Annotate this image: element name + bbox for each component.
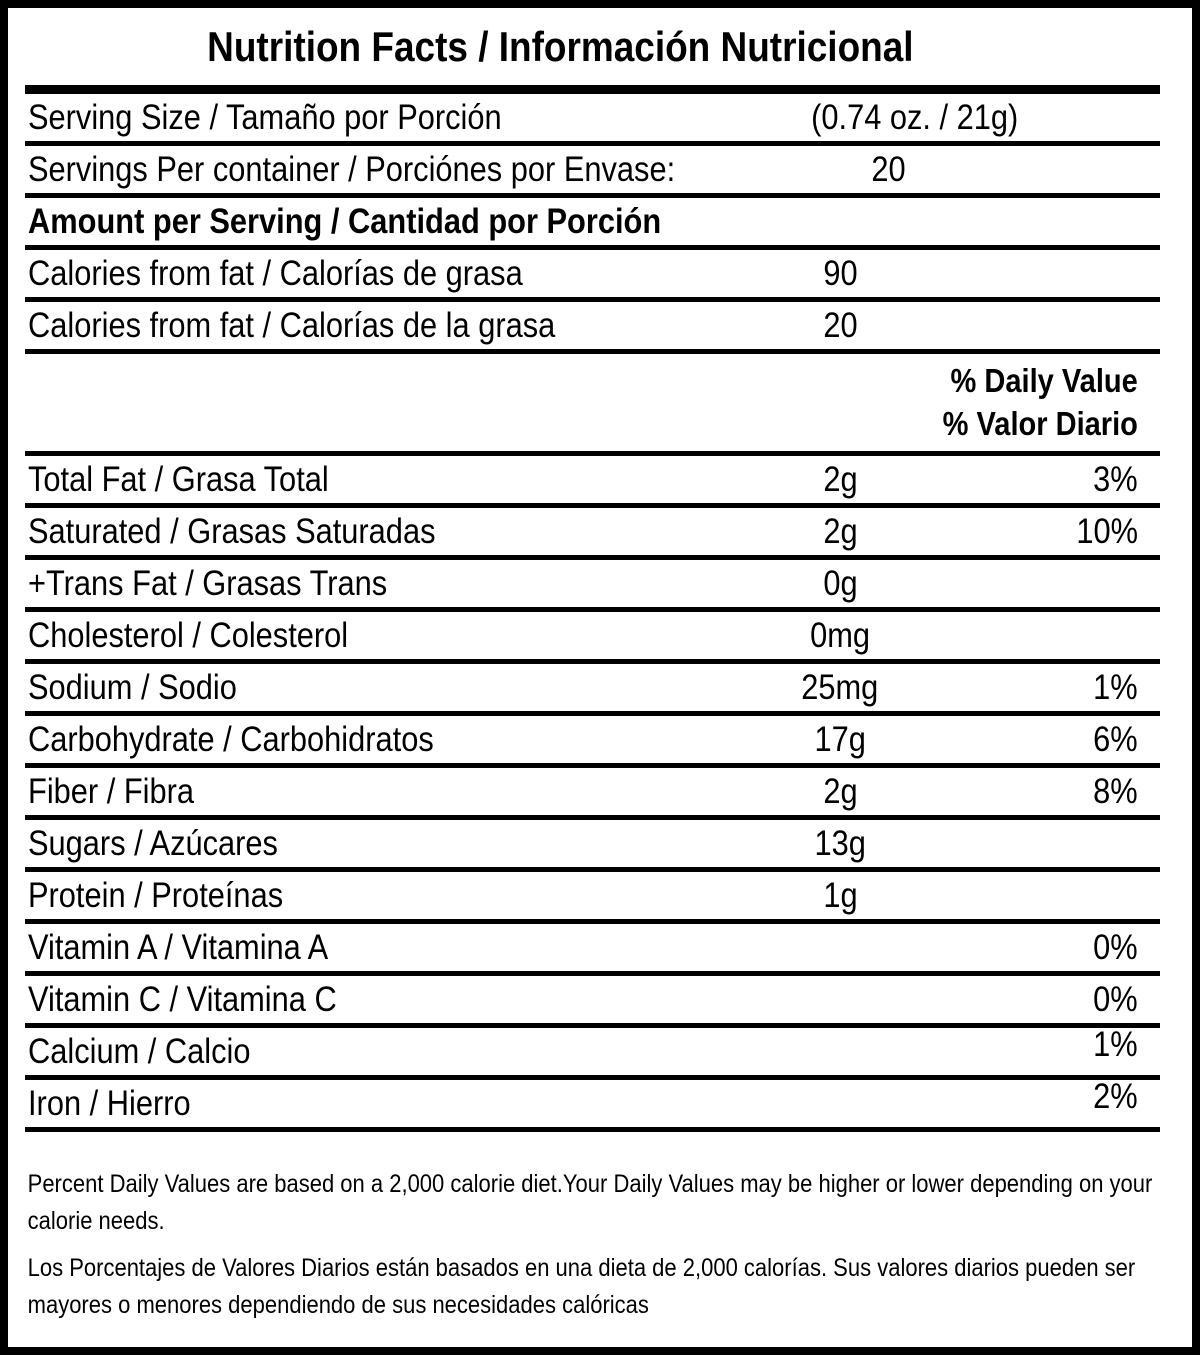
- nutrition-row: [25, 250, 1160, 302]
- row-label: Protein / Proteínas: [28, 875, 284, 915]
- row-label-cell: [25, 772, 715, 812]
- nutrition-row: [25, 612, 1160, 664]
- row-percent-cell: [965, 668, 1160, 708]
- nutrition-row: [25, 664, 1160, 716]
- row-percent-cell: [965, 1076, 1160, 1124]
- nutrition-row: [25, 508, 1160, 560]
- nutrition-row: [25, 976, 1160, 1028]
- row-label: Saturated / Grasas Saturadas: [28, 511, 436, 551]
- row-label: Amount per Serving / Cantidad por Porción: [28, 201, 662, 241]
- row-percent: 6%: [1093, 719, 1138, 759]
- row-value-cell: [715, 564, 965, 604]
- row-value-cell: [715, 1084, 965, 1124]
- label-header: [8, 8, 1192, 85]
- row-value: 0mg: [810, 615, 870, 655]
- row-value-cell: [715, 720, 965, 760]
- label-body: [25, 85, 1160, 1324]
- row-label-cell: [25, 150, 763, 190]
- page-title: Nutrition Facts / Información Nutricional: [206, 22, 914, 70]
- footnotes: [25, 1132, 1160, 1324]
- row-percent: 3%: [1093, 459, 1138, 499]
- nutrition-row: [25, 94, 1160, 146]
- row-value-cell: [715, 772, 965, 812]
- section-header-row: [25, 198, 1160, 250]
- nutrition-row: [25, 924, 1160, 976]
- nutrition-row: [25, 456, 1160, 508]
- row-value: 0g: [822, 563, 858, 603]
- row-value-cell: [715, 668, 965, 708]
- daily-value-header: [25, 354, 1160, 456]
- row-label: Fiber / Fibra: [28, 771, 195, 811]
- row-percent-cell: [965, 928, 1160, 968]
- nutrition-row: [25, 872, 1160, 924]
- row-label-cell: [25, 928, 715, 968]
- row-percent-cell: [965, 254, 1160, 294]
- row-label: Serving Size / Tamaño por Porción: [28, 97, 502, 137]
- row-label: Carbohydrate / Carbohidratos: [28, 719, 434, 759]
- row-percent-cell: [965, 772, 1160, 812]
- row-label: Cholesterol / Colesterol: [28, 615, 349, 655]
- nutrition-row: [25, 560, 1160, 612]
- row-percent-cell: [965, 1024, 1160, 1072]
- row-value: 13g: [814, 823, 866, 863]
- nutrition-row: [25, 146, 1160, 198]
- row-value-cell: [715, 876, 965, 916]
- row-value-cell: [715, 306, 965, 346]
- row-percent: 0%: [1093, 927, 1138, 967]
- row-label-cell: [25, 980, 715, 1020]
- row-label-cell: [25, 616, 715, 656]
- row-label-cell: [25, 1032, 715, 1072]
- row-value: 17g: [814, 719, 866, 759]
- row-label-cell: [25, 720, 715, 760]
- nutrition-row: [25, 302, 1160, 354]
- row-label-cell: [25, 460, 715, 500]
- row-percent-cell: [965, 720, 1160, 760]
- row-percent-cell: [965, 616, 1160, 656]
- row-percent: 10%: [1076, 511, 1138, 551]
- nutrition-row: [25, 716, 1160, 768]
- row-label-cell: [25, 1084, 715, 1124]
- row-label-cell: [25, 564, 715, 604]
- row-value: 2g: [822, 771, 858, 811]
- row-label-cell: [25, 98, 715, 138]
- row-percent-cell: [965, 460, 1160, 500]
- row-value: 2g: [822, 511, 858, 551]
- row-label: Vitamin A / Vitamina A: [28, 927, 329, 967]
- nutrition-row: [25, 1024, 1160, 1080]
- row-label-cell: [25, 512, 715, 552]
- row-label: Calories from fat / Calorías de la grasa: [28, 305, 556, 345]
- row-value-cell: [748, 202, 998, 242]
- footnote-english: Percent Daily Values are based on a 2,000 calorie diet.Your Daily Values may be higher or lower depending on your calorie needs.: [27, 1170, 1153, 1235]
- row-value-cell: [715, 254, 965, 294]
- row-value-cell: [715, 512, 965, 552]
- row-value-cell: [715, 1032, 965, 1072]
- row-value: 1g: [822, 875, 858, 915]
- row-label-cell: [25, 306, 715, 346]
- row-percent-cell: [998, 202, 1193, 242]
- row-value-cell: [715, 928, 965, 968]
- row-percent-cell: [965, 876, 1160, 916]
- row-value: 2g: [822, 459, 858, 499]
- nutrition-row: [25, 1076, 1160, 1132]
- row-label: Sugars / Azúcares: [28, 823, 278, 863]
- row-value: 20: [871, 149, 906, 189]
- row-value-cell: [715, 980, 965, 1020]
- daily-value-header-en: % Daily Value: [950, 362, 1138, 400]
- daily-value-header-es: % Valor Diario: [942, 404, 1138, 442]
- title-divider-bar: [25, 85, 1160, 94]
- row-percent: 2%: [1093, 1076, 1138, 1116]
- row-label-cell: [25, 254, 715, 294]
- row-label-cell: [25, 668, 715, 708]
- row-label: Total Fat / Grasa Total: [28, 459, 329, 499]
- row-value-cell: [715, 460, 965, 500]
- row-label: Iron / Hierro: [28, 1083, 191, 1123]
- row-label-cell: [25, 202, 748, 242]
- row-percent: 0%: [1093, 979, 1138, 1019]
- nutrition-row: [25, 820, 1160, 872]
- row-label: +Trans Fat / Grasas Trans: [28, 563, 388, 603]
- row-label-cell: [25, 824, 715, 864]
- row-percent-cell: [965, 980, 1160, 1020]
- rows-container: [25, 94, 1160, 1132]
- row-label: Calories from fat / Calorías de grasa: [28, 253, 523, 293]
- row-value: (0.74 oz. / 21g): [811, 97, 1019, 137]
- row-label: Calcium / Calcio: [28, 1031, 251, 1071]
- footnote-spanish: Los Porcentajes de Valores Diarios están basados en una dieta de 2,000 calorías. Sus valores diarios pueden ser mayores o menores dependiendo de sus necesidades calóricas: [27, 1254, 1136, 1319]
- row-percent-cell: [1013, 150, 1200, 190]
- row-percent: 8%: [1093, 771, 1138, 811]
- row-value-cell: [715, 616, 965, 656]
- nutrition-row: [25, 768, 1160, 820]
- row-label: Vitamin C / Vitamina C: [28, 979, 337, 1019]
- row-value-cell: [715, 97, 1019, 138]
- row-percent: 1%: [1093, 667, 1138, 707]
- row-percent: 1%: [1093, 1024, 1138, 1064]
- row-value: 20: [822, 305, 858, 345]
- row-percent-cell: [965, 564, 1160, 604]
- row-value: 90: [822, 253, 858, 293]
- row-percent-cell: [965, 512, 1160, 552]
- row-value-cell: [763, 150, 1013, 190]
- row-value-cell: [715, 824, 965, 864]
- row-percent-cell: [965, 824, 1160, 864]
- row-label: Servings Per container / Porciónes por Envase:: [28, 149, 676, 189]
- row-label-cell: [25, 876, 715, 916]
- row-label: Sodium / Sodio: [28, 667, 237, 707]
- row-percent-cell: [965, 306, 1160, 346]
- row-value: 25mg: [801, 667, 879, 707]
